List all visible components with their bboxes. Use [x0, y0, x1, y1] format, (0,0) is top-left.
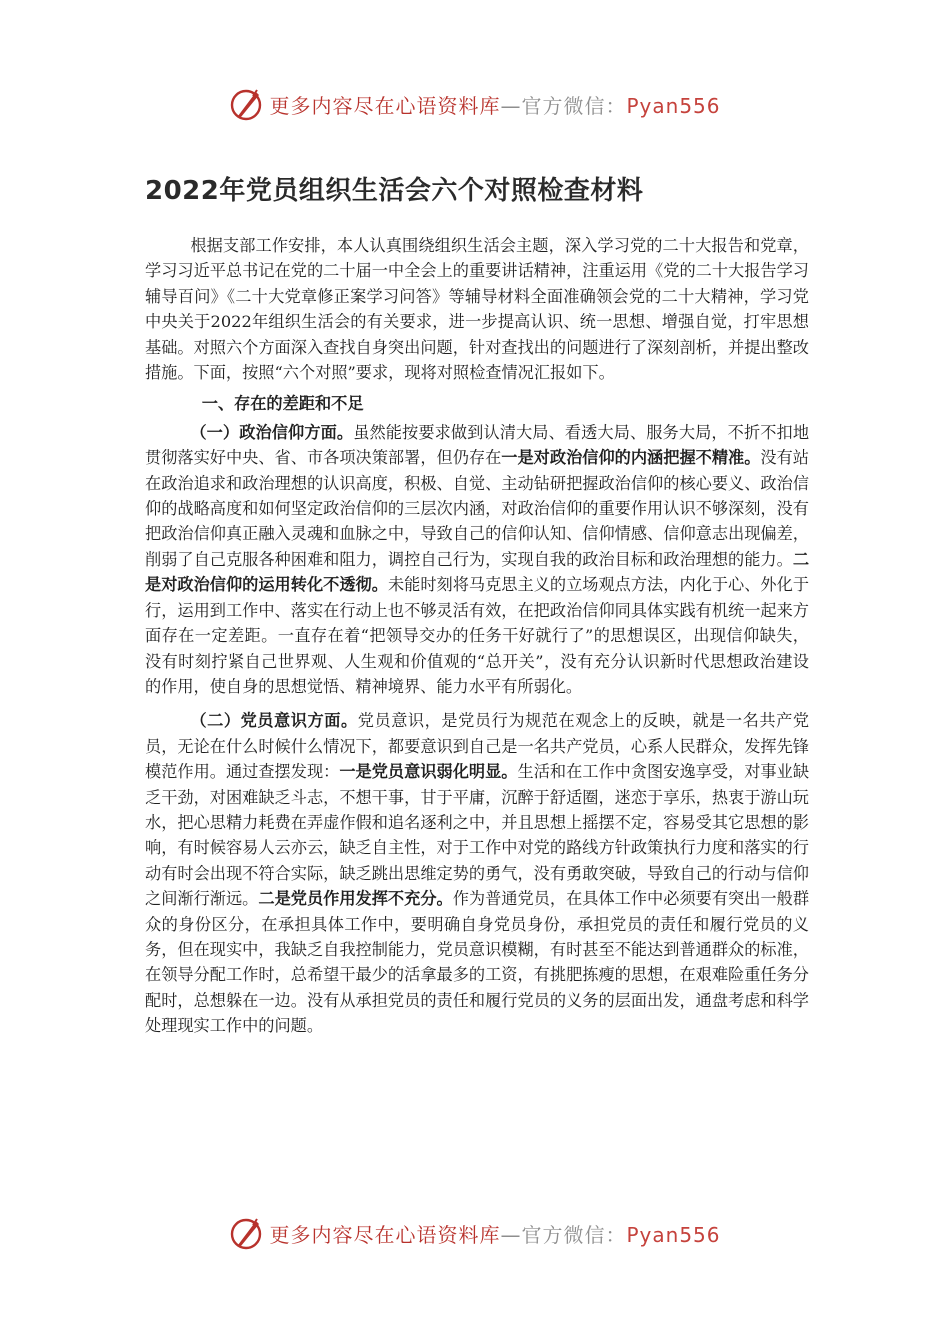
quill-logo-icon [229, 86, 265, 122]
banner-wechat-id: Pyan556 [626, 93, 721, 118]
section-heading: 一、存在的差距和不足 [201, 394, 364, 414]
banner-wechat-label: 官方微信： [521, 93, 627, 118]
p2-text-1: 党员意识，是党员行为规范在观念上的反映，就是一名共产党员，无论在什么时候什么情况下，都要意识到自己是一名共产党员，心系人民群众，发挥先锋模范作用。通过查摆发现： [145, 711, 810, 782]
banner-main-text: 更多内容尽在心语资料库 [269, 1222, 501, 1247]
p2-point-1: 一是党员意识弱化明显。 [339, 762, 518, 782]
banner-main-text: 更多内容尽在心语资料库 [269, 93, 501, 118]
p1-text-3: 未能时刻将马克思主义的立场观点方法，内化于心、外化于行，运用到工作中、落实在行动上也不够灵活有效，在把政治信仰同具体实践有机统一起来方面存在一定差距。一直存在着“把领导交办的任务干好就行了”的思想误区，出现信仰缺失，没有时刻拧紧自己世界观、人生观和价值观的“总开关”，没有充分认识新时代思想政治建设的作用，使自身的思想觉悟、精神境界、能力水平有所弱化。 [145, 575, 810, 696]
banner-dash: — [500, 1222, 522, 1247]
intro-paragraph: 根据支部工作安排，本人认真围绕组织生活会主题，深入学习党的二十大报告和党章，学习习近平总书记在党的二十届一中全会上的重要讲话精神，注重运用《党的二十大报告学习辅导百问》《二十大党章修正案学习问答》等辅导材料全面准确领会党的二十大精神，学习党中央关于2022年组织生活会的有关要求，进一步提高认识、统一思想、增强自觉，打牢思想基础。对照六个方面深入查找自身突出问题，针对查找出的问题进行了深刻剖析，并提出整改措施。下面，按照“六个对照”要求，现将对照检查情况汇报如下。 [145, 236, 809, 383]
quill-logo-icon [229, 1215, 265, 1251]
banner-dash: — [500, 93, 522, 118]
p2-point-2: 二是党员作用发挥不充分。 [258, 889, 453, 909]
document-body [145, 170, 809, 1039]
p1-point-1: 一是对政治信仰的内涵把握不精准。 [501, 448, 761, 468]
political-belief-paragraph [145, 420, 809, 699]
banner-wechat-label: 官方微信： [521, 1222, 627, 1247]
document-title: 2022年党员组织生活会六个对照检查材料 [145, 176, 644, 206]
p1-point-2: 二是对政治信仰的运用转化不透彻。 [145, 549, 809, 595]
p2-text-3: 作为普通党员，在具体工作中必须要有突出一般群众的身份区分，在承担具体工作中，要明确自身党员身份，承担党员的责任和履行党员的义务，但在现实中，我缺乏自我控制能力，党员意识模糊，有时甚至不能达到普通群众的标准，在领导分配工作时，总希望干最少的活拿最多的工资，有挑肥拣瘦的思想，在艰难险重任务分配时，总想躲在一边。没有从承担党员的责任和履行党员的义务的层面出发，通盘考虑和科学处理现实工作中的问题。 [145, 889, 810, 1036]
banner-wechat-id: Pyan556 [626, 1222, 721, 1247]
p1-text-2: 没有站在政治追求和政治理想的认识高度，积极、自觉、主动钻研把握政治信仰的核心要义、政治信仰的战略高度和如何坚定政治信仰的三层次内涵，对政治信仰的重要作用认识不够深刻，没有把政治信仰真正融入灵魂和血脉之中，导致自己的信仰认知、信仰情感、信仰意志出现偏差，削弱了自己克服各种困难和阻力，调控自己行为，实现自我的政治目标和政治理想的能力。 [145, 448, 809, 569]
footer-banner [0, 1211, 950, 1255]
p1-text-1: 虽然能按要求做到认清大局、看透大局、服务大局，不折不扣地贯彻落实好中央、省、市各项决策部署，但仍存在 [145, 422, 810, 468]
party-awareness-paragraph [145, 708, 809, 1038]
p2-text-2: 生活和在工作中贪图安逸享受，对事业缺乏干劲，对困难缺乏斗志，不想干事，甘于平庸，沉醉于舒适圈，迷恋于享乐，热衷于游山玩水，把心思精力耗费在弄虚作假和追名逐利之中，并且思想上摇摆不定，容易受其它思想的影响，有时候容易人云亦云，缺乏自主性，对于工作中对党的路线方针政策执行力度和落实的行动有时会出现不符合实际，缺乏跳出思维定势的勇气，没有勇敢突破，导致自己的行动与信仰之间渐行渐远。 [145, 762, 810, 909]
p1-lead: （一）政治信仰方面。 [190, 422, 354, 442]
banner-text [269, 90, 720, 119]
header-banner [0, 82, 950, 126]
banner-text [269, 1219, 720, 1248]
p2-lead: （二）党员意识方面。 [190, 711, 358, 731]
